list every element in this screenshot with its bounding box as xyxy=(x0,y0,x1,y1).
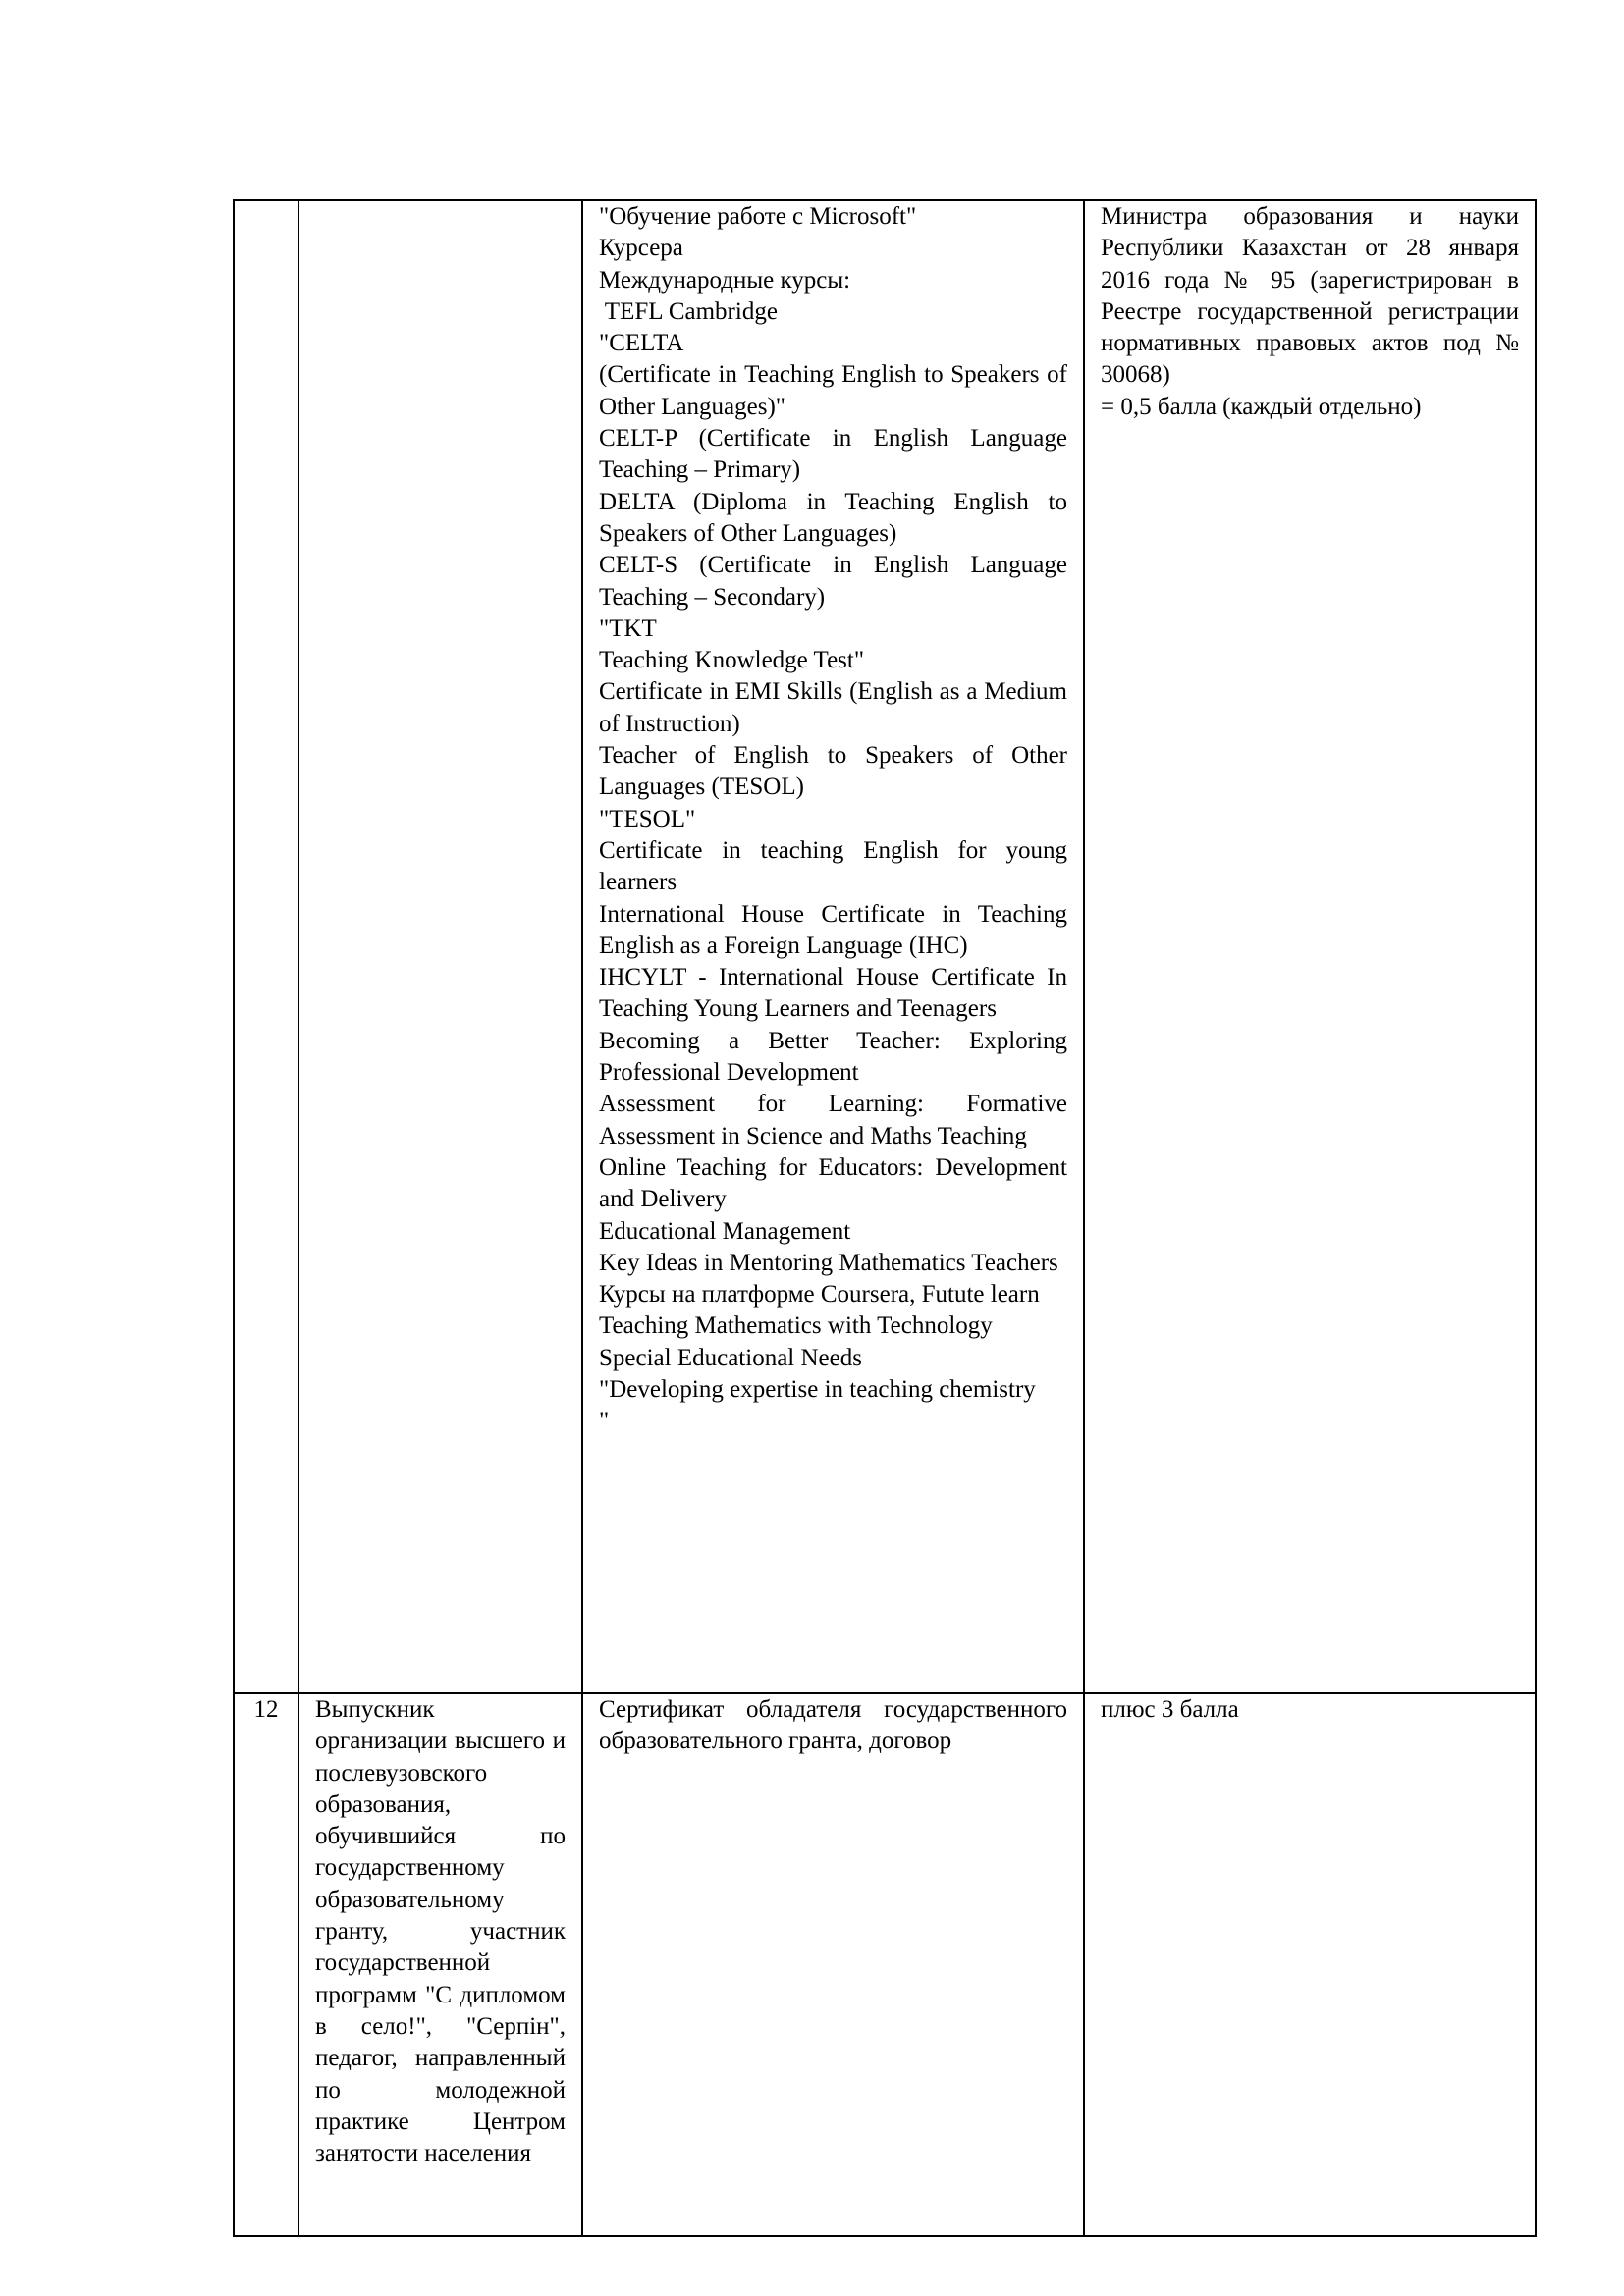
document-line: Online Teaching for Educators: Development and Delivery xyxy=(599,1153,1067,1213)
document-line: Курсера xyxy=(599,235,683,262)
document-line: IHCYLT - International House Certificate In Teaching Young Learners and Teenagers xyxy=(599,964,1067,1023)
documents-cell xyxy=(582,1693,1084,2236)
document-line: Сертификат обладателя государственного образовательного гранта, договор xyxy=(599,1696,1067,1755)
score-value: плюс 3 балла xyxy=(1101,1696,1239,1723)
document-line: " xyxy=(599,1408,610,1435)
table-row xyxy=(234,1693,1536,2236)
document-line: "Обучение работе с Microsoft" xyxy=(599,203,917,230)
criterion-cell xyxy=(298,200,582,1693)
document-line: CELT-S (Certificate in English Language Teaching – Secondary) xyxy=(599,552,1067,611)
documents-cell xyxy=(582,200,1084,1693)
document-line: Assessment for Learning: Formative Assessment in Science and Maths Teaching xyxy=(599,1091,1067,1149)
document-line: Educational Management xyxy=(599,1217,851,1245)
row-number-cell xyxy=(234,200,298,1693)
document-line: Certificate in EMI Skills (English as a Medium of Instruction) xyxy=(599,678,1067,737)
document-line: Special Educational Needs xyxy=(599,1344,862,1371)
document-line: TEFL Cambridge xyxy=(599,297,778,325)
document-line: International House Certificate in Teaching English as a Foreign Language (IHC) xyxy=(599,900,1067,959)
document-line: DELTA (Diploma in Teaching English to Speakers of Other Languages) xyxy=(599,488,1067,547)
table-row xyxy=(234,200,1536,1693)
document-line: Certificate in teaching English for young learners xyxy=(599,836,1067,896)
document-line: "Developing expertise in teaching chemistry xyxy=(599,1375,1036,1403)
score-cell xyxy=(1084,1693,1536,2236)
document-line: Teaching Mathematics with Technology xyxy=(599,1312,993,1340)
document-line: Teacher of English to Speakers of Other Languages (TESOL) xyxy=(599,742,1067,801)
document-line: Key Ideas in Mentoring Mathematics Teachers xyxy=(599,1249,1058,1276)
document-line: "TESOL" xyxy=(599,805,696,832)
score-value: = 0,5 балла (каждый отдельно) xyxy=(1101,393,1422,420)
row-number-cell: 12 xyxy=(234,1693,298,2236)
document-line: CELT-P (Certificate in English Language Teaching – Primary) xyxy=(599,425,1067,484)
document-line: Курсы на платформе Coursera, Futute learn xyxy=(599,1281,1040,1308)
criterion-cell xyxy=(298,1693,582,2236)
document-line: Международные курсы: xyxy=(599,266,851,294)
document-line: "TKT xyxy=(599,614,657,642)
document-line: (Certificate in Teaching English to Speakers of Other Languages)" xyxy=(599,361,1067,420)
document-line: "CELTA xyxy=(599,330,684,357)
document-line: Teaching Knowledge Test" xyxy=(599,647,865,674)
criteria-table xyxy=(233,199,1537,2237)
score-cell xyxy=(1084,200,1536,1693)
document-line: Becoming a Better Teacher: Exploring Professional Development xyxy=(599,1027,1067,1087)
score-regulation-text: Министра образования и науки Республики Казахстан от 28 января 2016 года № 95 (зарегистрирован в Реестре государственной регистрации нормативных правовых актов под № 30068) xyxy=(1101,203,1519,389)
criterion-text: Выпускник организации высшего и послевузовского образования, обучившийся по государственному образовательному гранту, участник государственной программ "С дипломом в село!", "Серпін", педагог, направленный по молодежной практике Центром занятости населения xyxy=(315,1696,566,2167)
